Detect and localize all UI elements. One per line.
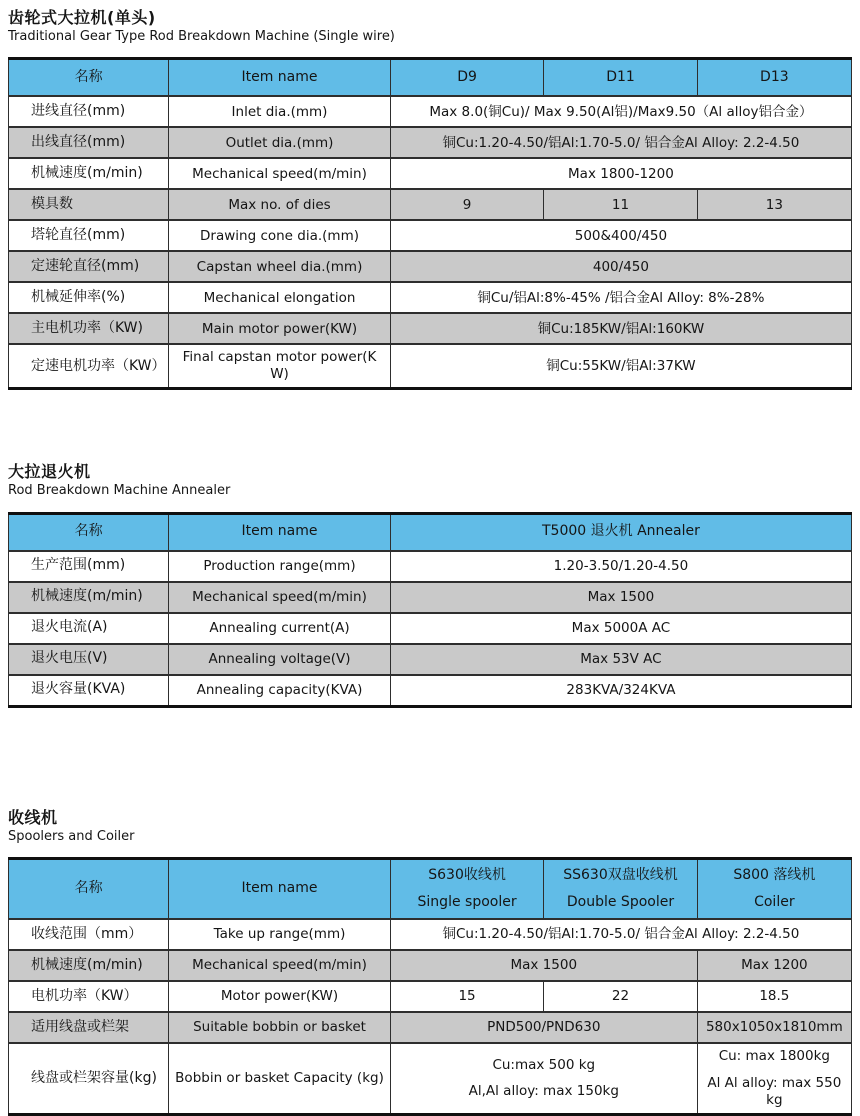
spec-cell [9, 919, 169, 950]
cell-text-line: 500&400/450 [574, 227, 668, 244]
spec-cell [169, 158, 391, 189]
spec-cell [169, 1043, 391, 1114]
spec-cell [9, 551, 169, 582]
table-row [9, 189, 852, 220]
cell-text-line: 283KVA/324KVA [566, 681, 676, 698]
cell-text-line: 机械速度(m/min) [31, 588, 143, 605]
cell-text-line: Max 1500 [587, 588, 655, 605]
cell-text-line: D13 [760, 69, 789, 86]
cell-text-line: 线盘或栏架容量(kg) [31, 1069, 157, 1086]
cell-text-line: 出线直径(mm) [31, 134, 126, 151]
cell-text-line: S630收线机 [428, 866, 506, 883]
cell-text-line: 18.5 [759, 988, 790, 1005]
spec-cell [390, 1012, 697, 1043]
spec-cell [9, 582, 169, 613]
column-header-cell [169, 859, 391, 920]
spec-cell [390, 127, 851, 158]
spoolers-spec-table [8, 857, 852, 1116]
cell-text-line: 机械延伸率(%) [31, 289, 126, 306]
cell-text-line: S800 落线机 [733, 866, 816, 883]
column-header-cell [697, 59, 851, 97]
cell-text-line: Mechanical elongation [203, 289, 356, 306]
section-title-en: Traditional Gear Type Rod Breakdown Machine (Single wire) [8, 29, 395, 45]
table-row [9, 582, 852, 613]
cell-text-line: Take up range(mm) [213, 926, 346, 943]
cell-text-line: 机械速度(m/min) [31, 956, 143, 973]
spec-cell [169, 344, 391, 388]
cell-text-line: 塔轮直径(mm) [31, 227, 126, 244]
spec-cell [9, 127, 169, 158]
cell-text-line: 铜Cu:1.20-4.50/铝Al:1.70-5.0/ 铝合金Al Alloy: 2.2-4.50 [442, 926, 800, 943]
spec-cell [169, 613, 391, 644]
cell-text-line: Capstan wheel dia.(mm) [196, 258, 363, 275]
cell-text-line: Outlet dia.(mm) [225, 134, 334, 151]
cell-text-line: Cu:max 500 kg [492, 1056, 596, 1073]
spec-cell [169, 644, 391, 675]
spec-cell [544, 189, 697, 220]
table-row [9, 1043, 852, 1114]
spec-cell [390, 158, 851, 189]
cell-text-line: Al,Al alloy: max 150kg [468, 1083, 619, 1100]
spec-cell [9, 220, 169, 251]
column-header-cell [390, 59, 543, 97]
cell-text-line: Annealing voltage(V) [208, 650, 351, 667]
cell-text-line: 铜Cu:55KW/铝Al:37KW [546, 357, 696, 374]
cell-text-line: 模具数 [31, 196, 73, 213]
cell-text-line: Motor power(KW) [220, 988, 339, 1005]
spec-cell [390, 313, 851, 344]
column-header-cell [390, 859, 543, 920]
section-spoolers-coiler [8, 808, 852, 1116]
spec-cell [9, 189, 169, 220]
cell-text-line: 主电机功率（KW) [31, 320, 143, 337]
column-header-cell [697, 859, 851, 920]
column-header-cell [9, 59, 169, 97]
section-title-zh: 齿轮式大拉机(单头) [8, 8, 156, 27]
cell-text-line: 电机功率（KW） [31, 987, 138, 1004]
section-title-zh: 收线机 [8, 807, 58, 827]
cell-text-line: Inlet dia.(mm) [231, 103, 328, 120]
gear-breakdown-spec-table [8, 57, 852, 390]
spec-cell [390, 282, 851, 313]
cell-text-line: Max 1500 [510, 957, 578, 974]
spec-cell [697, 1012, 851, 1043]
cell-text-line: Cu: max 1800kg [718, 1048, 830, 1065]
cell-text-line: Annealing current(A) [209, 619, 350, 636]
table-row [9, 551, 852, 582]
cell-text-line: Mechanical speed(m/min) [192, 165, 367, 182]
cell-text-line: Max no. of dies [228, 196, 331, 213]
cell-text-line: 9 [462, 196, 472, 213]
cell-text-line: 名称 [74, 523, 103, 540]
spec-cell [390, 919, 851, 950]
column-header-cell [544, 859, 697, 920]
header-row [9, 59, 852, 97]
table-row [9, 675, 852, 707]
cell-text-line: Final capstan motor power(KW) [182, 349, 377, 383]
cell-text-line: 11 [611, 196, 630, 213]
cell-text-line: 进线直径(mm) [31, 103, 126, 120]
table-row [9, 981, 852, 1012]
cell-text-line: 铜Cu:1.20-4.50/铝Al:1.70-5.0/ 铝合金Al Alloy: 2.2-4.50 [442, 134, 800, 151]
spec-cell [390, 251, 851, 282]
cell-text-line: 铜Cu:185KW/铝Al:160KW [537, 320, 705, 337]
cell-text-line: D11 [606, 69, 635, 86]
cell-text-line: Single spooler [417, 894, 517, 911]
spec-cell [169, 950, 391, 981]
cell-text-line: SS630双盘收线机 [563, 866, 678, 883]
spec-cell [169, 251, 391, 282]
spec-cell [9, 675, 169, 707]
table-row [9, 313, 852, 344]
cell-text-line: Max 1200 [741, 957, 808, 974]
cell-text-line: PND500/PND630 [487, 1019, 601, 1036]
cell-text-line: 生产范围(mm) [31, 557, 126, 574]
cell-text-line: Max 53V AC [580, 650, 662, 667]
cell-text-line: 收线范围（mm） [31, 925, 143, 942]
table-row [9, 220, 852, 251]
cell-text-line: Item name [241, 69, 318, 86]
spec-cell [390, 189, 543, 220]
spec-cell [169, 313, 391, 344]
cell-text-line: Max 8.0(铜Cu)/ Max 9.50(Al铝)/Max9.50（Al alloy铝合金） [429, 103, 813, 120]
spec-cell [169, 981, 391, 1012]
spec-cell [9, 158, 169, 189]
cell-text-line: 名称 [74, 69, 103, 86]
spec-cell [390, 582, 851, 613]
spec-cell [169, 282, 391, 313]
section-annealer [8, 462, 852, 707]
spec-cell [169, 551, 391, 582]
spec-cell [390, 96, 851, 127]
header-row [9, 859, 852, 920]
cell-text-line: 定速电机功率（KW） [31, 357, 166, 374]
column-header-cell [169, 59, 391, 97]
spec-cell [9, 981, 169, 1012]
spec-cell [9, 344, 169, 388]
table-row [9, 644, 852, 675]
table-row [9, 158, 852, 189]
spec-cell [9, 96, 169, 127]
cell-text-line: Coiler [754, 894, 795, 911]
cell-text-line: 退火电压(V) [31, 650, 108, 667]
spec-cell [9, 644, 169, 675]
spec-cell [169, 582, 391, 613]
spec-cell [169, 1012, 391, 1043]
spec-cell [390, 344, 851, 388]
cell-text-line: 机械速度(m/min) [31, 165, 143, 182]
cell-text-line: D9 [457, 69, 477, 86]
spec-cell [390, 644, 851, 675]
spec-cell [697, 189, 851, 220]
table-row [9, 251, 852, 282]
cell-text-line: Max 5000A AC [571, 619, 671, 636]
cell-text-line: 铜Cu/铝Al:8%-45% /铝合金Al Alloy: 8%-28% [477, 289, 765, 306]
spec-cell [169, 189, 391, 220]
section-title-zh: 大拉退火机 [8, 462, 91, 482]
spec-cell [390, 551, 851, 582]
table-row [9, 950, 852, 981]
table-row [9, 613, 852, 644]
spec-cell [390, 1043, 697, 1114]
table-row [9, 919, 852, 950]
spec-cell [390, 675, 851, 707]
cell-text-line: 名称 [74, 880, 103, 897]
spec-cell [169, 675, 391, 707]
section-title-en: Spoolers and Coiler [8, 828, 135, 844]
spec-cell [390, 950, 697, 981]
column-header-cell [9, 859, 169, 920]
cell-text-line: Item name [241, 523, 318, 540]
cell-text-line: 退火电流(A) [31, 619, 108, 636]
cell-text-line: Double Spooler [566, 894, 675, 911]
column-header-cell [169, 513, 391, 551]
cell-text-line: Max 1800-1200 [568, 165, 674, 182]
cell-text-line: 400/450 [592, 258, 649, 275]
spec-cell [697, 981, 851, 1012]
spec-cell [390, 220, 851, 251]
spec-cell [9, 313, 169, 344]
cell-text-line: Item name [241, 880, 318, 897]
cell-text-line: Drawing cone dia.(mm) [200, 227, 359, 244]
cell-text-line: Mechanical speed(m/min) [192, 588, 367, 605]
spec-cell [9, 1043, 169, 1114]
spec-cell [169, 127, 391, 158]
cell-text-line: Production range(mm) [203, 557, 356, 574]
table-row [9, 344, 852, 388]
spec-cell [390, 981, 543, 1012]
table-row [9, 1012, 852, 1043]
cell-text-line: 15 [458, 988, 476, 1005]
cell-text-line: 13 [765, 196, 783, 213]
cell-text-line: 580x1050x1810mm [705, 1019, 843, 1036]
spec-cell [697, 950, 851, 981]
table-row [9, 282, 852, 313]
spec-cell [9, 282, 169, 313]
cell-text-line: Main motor power(KW) [201, 320, 358, 337]
column-header-cell [544, 59, 697, 97]
cell-text-line: 定速轮直径(mm) [31, 258, 140, 275]
spec-cell [169, 220, 391, 251]
cell-text-line: Annealing capacity(KVA) [196, 681, 363, 698]
spec-cell [9, 1012, 169, 1043]
cell-text-line: Al Al alloy: max 550kg [707, 1074, 842, 1108]
cell-text-line: T5000 退火机 Annealer [542, 523, 700, 540]
section-title-en: Rod Breakdown Machine Annealer [8, 483, 231, 499]
table-row [9, 127, 852, 158]
cell-text-line: Mechanical speed(m/min) [192, 957, 367, 974]
spec-cell [390, 613, 851, 644]
spec-cell [169, 919, 391, 950]
cell-text-line: Bobbin or basket Capacity (kg) [175, 1069, 384, 1086]
cell-text-line: 退火容量(KVA) [31, 681, 126, 698]
spec-cell [697, 1043, 851, 1114]
cell-text-line: 适用线盘或栏架 [31, 1018, 129, 1035]
spec-cell [9, 251, 169, 282]
cell-text-line: Suitable bobbin or basket [193, 1019, 366, 1036]
cell-text-line: 1.20-3.50/1.20-4.50 [553, 557, 689, 574]
column-header-cell [9, 513, 169, 551]
header-row [9, 513, 852, 551]
spec-cell [9, 613, 169, 644]
spec-cell [9, 950, 169, 981]
cell-text-line: 22 [611, 988, 630, 1005]
spec-cell [169, 96, 391, 127]
table-row [9, 96, 852, 127]
spec-cell [544, 981, 697, 1012]
section-gear-breakdown-machine [8, 8, 852, 390]
annealer-spec-table [8, 512, 852, 708]
column-header-cell [390, 513, 851, 551]
